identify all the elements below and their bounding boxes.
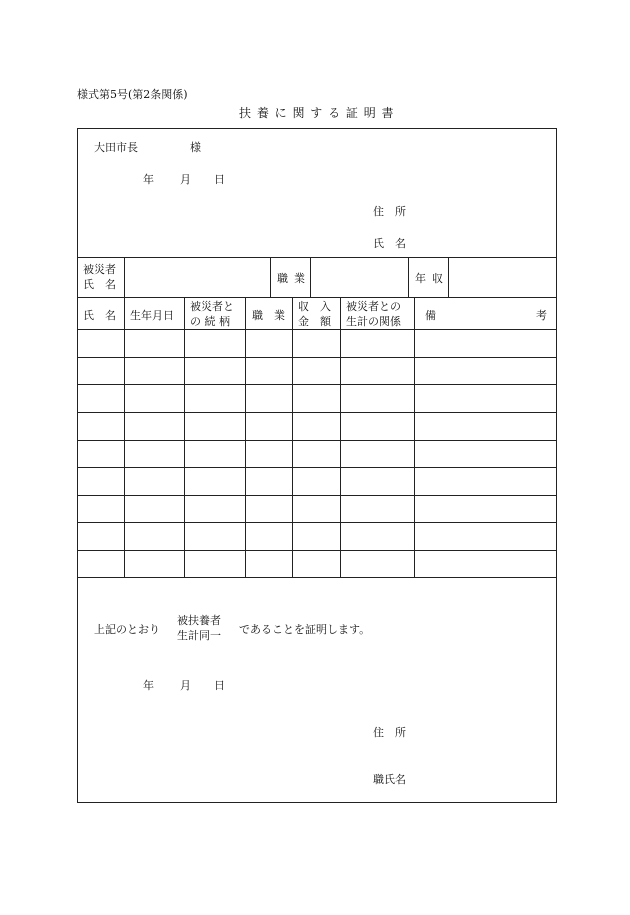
header-livelihood: 被災者との 生計の関係	[346, 300, 401, 328]
victim-row-divider	[408, 257, 409, 297]
addressee-honorific: 様	[190, 141, 201, 154]
table-column-line	[292, 297, 293, 577]
grid-row-line	[77, 440, 557, 441]
table-column-line	[414, 297, 415, 577]
cert-date-day[interactable]: 日	[214, 679, 225, 692]
grid-row-line	[77, 412, 557, 413]
grid-row-line	[77, 522, 557, 523]
victim-name-label: 被災者 氏 名	[83, 263, 116, 291]
header-remarks-2: 考	[536, 309, 547, 322]
header-name: 氏 名	[83, 309, 116, 322]
form-frame	[77, 128, 557, 803]
top-date-year[interactable]: 年	[143, 173, 154, 186]
header-occupation: 職 業	[252, 309, 285, 322]
cert-title-name-label: 職氏名	[373, 773, 406, 786]
cert-date-year[interactable]: 年	[143, 679, 154, 692]
header-birthdate: 生年月日	[130, 309, 174, 322]
cert-date-month[interactable]: 月	[180, 679, 191, 692]
divider-top-section	[77, 257, 557, 258]
grid-row-line	[77, 550, 557, 551]
top-address-label: 住 所	[373, 205, 406, 218]
victim-row-divider	[124, 257, 125, 297]
table-column-line	[184, 297, 185, 577]
victim-name-field[interactable]	[126, 259, 268, 295]
victim-occupation-field[interactable]	[312, 259, 406, 295]
table-column-line	[340, 297, 341, 577]
divider-victim-row	[77, 297, 557, 298]
victim-row-divider	[270, 257, 271, 297]
option-same-household[interactable]: 生計同一	[177, 629, 221, 642]
option-dependent[interactable]: 被扶養者	[177, 614, 221, 627]
divider-header-row	[77, 329, 557, 330]
addressee: 大田市長	[94, 141, 138, 154]
form-number: 様式第5号(第2条関係)	[77, 88, 188, 101]
victim-income-label: 年収	[415, 272, 449, 285]
top-date-day[interactable]: 日	[214, 173, 225, 186]
header-income: 収 入 金 額	[298, 300, 331, 328]
cert-address-label: 住 所	[373, 726, 406, 739]
document-title: 扶 養 に 関 す る 証 明 書	[239, 106, 395, 120]
grid-row-line	[77, 357, 557, 358]
certification-options	[177, 613, 221, 643]
grid-row-line	[77, 467, 557, 468]
divider-table-bottom	[77, 577, 557, 578]
certification-suffix: であることを証明します。	[239, 623, 371, 636]
grid-row-line	[77, 495, 557, 496]
victim-occupation-label: 職業	[277, 272, 311, 285]
victim-income-field[interactable]	[450, 259, 554, 295]
top-date-month[interactable]: 月	[180, 173, 191, 186]
header-relation: 被災者と の 続 柄	[190, 300, 234, 328]
table-column-line	[124, 297, 125, 577]
grid-row-line	[77, 384, 557, 385]
certification-prefix: 上記のとおり	[94, 623, 160, 636]
header-remarks-1: 備	[425, 309, 436, 322]
table-column-line	[245, 297, 246, 577]
top-name-label: 氏 名	[373, 237, 406, 250]
